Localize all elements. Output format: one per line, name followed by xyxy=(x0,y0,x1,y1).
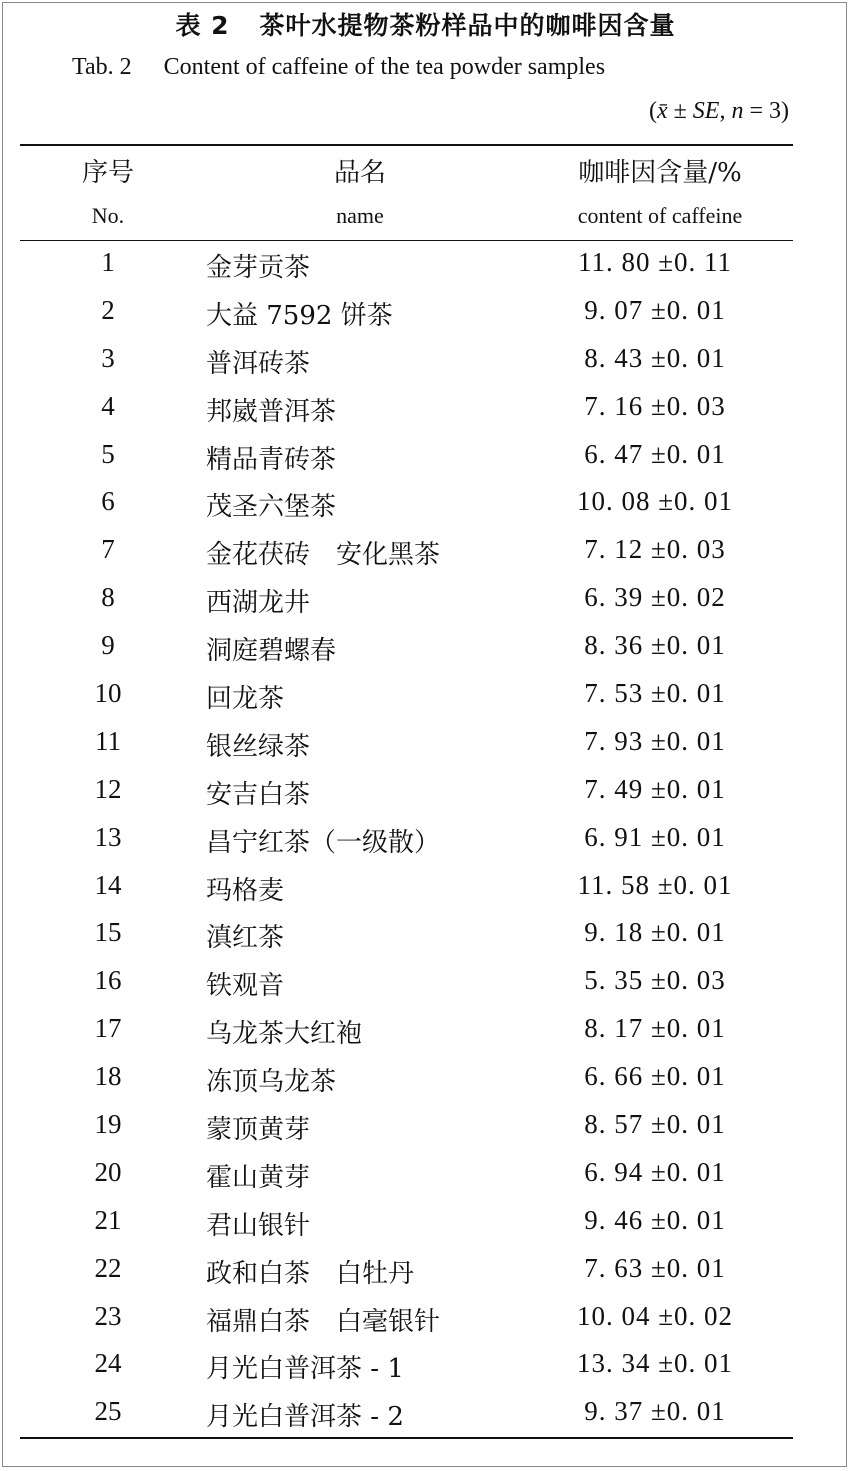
row-number: 3 xyxy=(101,342,115,373)
row-number: 24 xyxy=(94,1348,122,1379)
table-caption-zh: 茶叶水提物茶粉样品中的咖啡因含量 xyxy=(259,11,676,40)
row-caffeine-value: 6. 66 ±0. 01 xyxy=(584,1061,726,1092)
row-name: 滇红茶 xyxy=(206,923,285,954)
row-number: 10 xyxy=(94,678,122,709)
row-caffeine-value: 10. 08 ±0. 01 xyxy=(576,486,734,517)
row-number: 2 xyxy=(101,294,115,325)
table-row xyxy=(0,338,851,386)
row-number: 6 xyxy=(101,486,115,517)
row-caffeine-value: 6. 47 ±0. 01 xyxy=(584,438,726,469)
row-name: 邦崴普洱茶 xyxy=(206,396,337,427)
row-name: 乌龙茶大红袍 xyxy=(206,1019,363,1050)
row-name: 金花茯砖 安化黑茶 xyxy=(206,540,441,571)
row-number: 8 xyxy=(101,582,115,613)
table-row xyxy=(0,577,851,625)
table-row xyxy=(0,1008,851,1056)
row-name: 昌宁红茶（一级散） xyxy=(206,827,441,858)
header-no-zh: 序号 xyxy=(81,158,134,188)
header-caffeine-en: content of caffeine xyxy=(577,203,743,228)
header-name-en: name xyxy=(336,203,384,228)
row-name: 福鼎白茶 白毫银针 xyxy=(206,1306,441,1337)
row-caffeine-value: 7. 49 ±0. 01 xyxy=(584,773,726,804)
row-caffeine-value: 11. 58 ±0. 01 xyxy=(577,869,733,900)
table-row xyxy=(0,1056,851,1104)
table-row xyxy=(0,242,851,290)
row-caffeine-value: 9. 18 ±0. 01 xyxy=(584,917,726,948)
row-caffeine-value: 6. 39 ±0. 02 xyxy=(584,582,726,613)
stat-open: ( xyxy=(648,98,657,124)
table-title-zh xyxy=(0,6,851,42)
table-row xyxy=(0,290,851,338)
row-name: 金芽贡茶 xyxy=(206,253,311,283)
row-caffeine-value: 7. 63 ±0. 01 xyxy=(584,1252,726,1283)
row-number: 25 xyxy=(94,1396,122,1427)
row-caffeine-value: 13. 34 ±0. 01 xyxy=(576,1348,734,1379)
bottom-rule xyxy=(20,1437,793,1439)
row-caffeine-value: 7. 93 ±0. 01 xyxy=(584,725,726,756)
table-row xyxy=(0,1248,851,1296)
row-number: 11 xyxy=(95,725,121,756)
table-row xyxy=(0,865,851,913)
table-row xyxy=(0,912,851,960)
row-name: 茂圣六堡茶 xyxy=(206,492,337,523)
table-row xyxy=(0,1296,851,1344)
row-name: 银丝绿茶 xyxy=(206,731,311,762)
stat-mean: x̄ xyxy=(656,98,668,124)
row-caffeine-value: 5. 35 ±0. 03 xyxy=(584,965,726,996)
table-caption-en: Content of caffeine of the tea powder samples xyxy=(163,54,606,80)
row-number: 20 xyxy=(94,1156,122,1187)
row-name: 安吉白茶 xyxy=(206,779,311,810)
row-name: 月光白普洱茶 - 2 xyxy=(206,1402,404,1433)
row-name: 回龙茶 xyxy=(206,684,285,715)
table-row xyxy=(0,1391,851,1439)
row-name: 月光白普洱茶 - 1 xyxy=(206,1354,404,1385)
row-name: 霍山黄芽 xyxy=(206,1162,311,1193)
table-row xyxy=(0,434,851,482)
row-name: 冻顶乌龙茶 xyxy=(206,1067,337,1098)
row-number: 17 xyxy=(94,1013,122,1044)
row-caffeine-value: 8. 36 ±0. 01 xyxy=(584,630,726,661)
table-label-en: Tab. 2 xyxy=(72,54,132,80)
row-number: 19 xyxy=(94,1109,122,1140)
table-row xyxy=(0,1343,851,1391)
row-number: 13 xyxy=(94,821,122,852)
row-number: 14 xyxy=(94,869,122,900)
row-caffeine-value: 11. 80 ±0. 11 xyxy=(577,247,733,277)
row-number: 18 xyxy=(94,1061,122,1092)
table-row xyxy=(0,673,851,721)
stat-pm: ± xyxy=(667,98,693,124)
table-row xyxy=(0,960,851,1008)
table-row xyxy=(0,1200,851,1248)
header-name-zh: 品名 xyxy=(333,158,386,188)
table-row xyxy=(0,1152,851,1200)
table-row xyxy=(0,721,851,769)
stat-n: n xyxy=(731,98,744,124)
row-caffeine-value: 9. 37 ±0. 01 xyxy=(584,1396,726,1427)
row-name: 西湖龙井 xyxy=(206,588,311,619)
row-number: 21 xyxy=(94,1204,122,1235)
row-name: 玛格麦 xyxy=(206,875,285,906)
row-caffeine-value: 6. 94 ±0. 01 xyxy=(584,1156,726,1187)
row-caffeine-value: 9. 07 ±0. 01 xyxy=(584,294,726,325)
table-row xyxy=(0,817,851,865)
top-rule xyxy=(20,144,793,146)
row-caffeine-value: 6. 91 ±0. 01 xyxy=(584,821,726,852)
stat-se: SE xyxy=(692,98,720,124)
stat-sep: , xyxy=(719,98,732,124)
row-number: 22 xyxy=(94,1252,122,1283)
table-row xyxy=(0,386,851,434)
row-number: 9 xyxy=(101,630,115,661)
header-rule xyxy=(20,240,793,241)
row-number: 4 xyxy=(101,390,115,421)
row-caffeine-value: 9. 46 ±0. 01 xyxy=(584,1204,726,1235)
header-no-en: No. xyxy=(91,203,125,228)
row-number: 1 xyxy=(101,247,115,277)
row-name: 洞庭碧螺春 xyxy=(206,636,337,667)
table-row xyxy=(0,1104,851,1152)
table-title-en xyxy=(72,54,605,81)
table-row xyxy=(0,529,851,577)
row-caffeine-value: 7. 16 ±0. 03 xyxy=(584,390,726,421)
table-body xyxy=(0,242,851,1439)
row-number: 5 xyxy=(101,438,115,469)
table-row xyxy=(0,481,851,529)
row-number: 15 xyxy=(94,917,122,948)
row-number: 7 xyxy=(101,534,115,565)
statistics-note xyxy=(649,98,789,125)
row-number: 16 xyxy=(94,965,122,996)
row-name: 普洱砖茶 xyxy=(206,348,311,379)
row-name: 政和白茶 白牡丹 xyxy=(206,1258,415,1289)
row-caffeine-value: 8. 57 ±0. 01 xyxy=(584,1109,726,1140)
row-name: 精品青砖茶 xyxy=(206,444,337,475)
header-caffeine-zh: 咖啡因含量/% xyxy=(578,158,742,188)
row-number: 23 xyxy=(94,1300,122,1331)
row-caffeine-value: 8. 43 ±0. 01 xyxy=(584,342,726,373)
row-name: 蒙顶黄芽 xyxy=(206,1115,311,1146)
table-row xyxy=(0,625,851,673)
table-row xyxy=(0,769,851,817)
stat-neq: = 3) xyxy=(743,98,789,124)
row-caffeine-value: 7. 53 ±0. 01 xyxy=(584,678,726,709)
row-number: 12 xyxy=(94,773,122,804)
row-name: 大益 7592 饼茶 xyxy=(206,300,393,331)
row-caffeine-value: 7. 12 ±0. 03 xyxy=(584,534,726,565)
row-name: 君山银针 xyxy=(206,1210,311,1241)
row-caffeine-value: 8. 17 ±0. 01 xyxy=(584,1013,726,1044)
table-label-zh: 表 2 xyxy=(175,11,230,40)
row-caffeine-value: 10. 04 ±0. 02 xyxy=(576,1300,734,1331)
row-name: 铁观音 xyxy=(206,971,285,1002)
